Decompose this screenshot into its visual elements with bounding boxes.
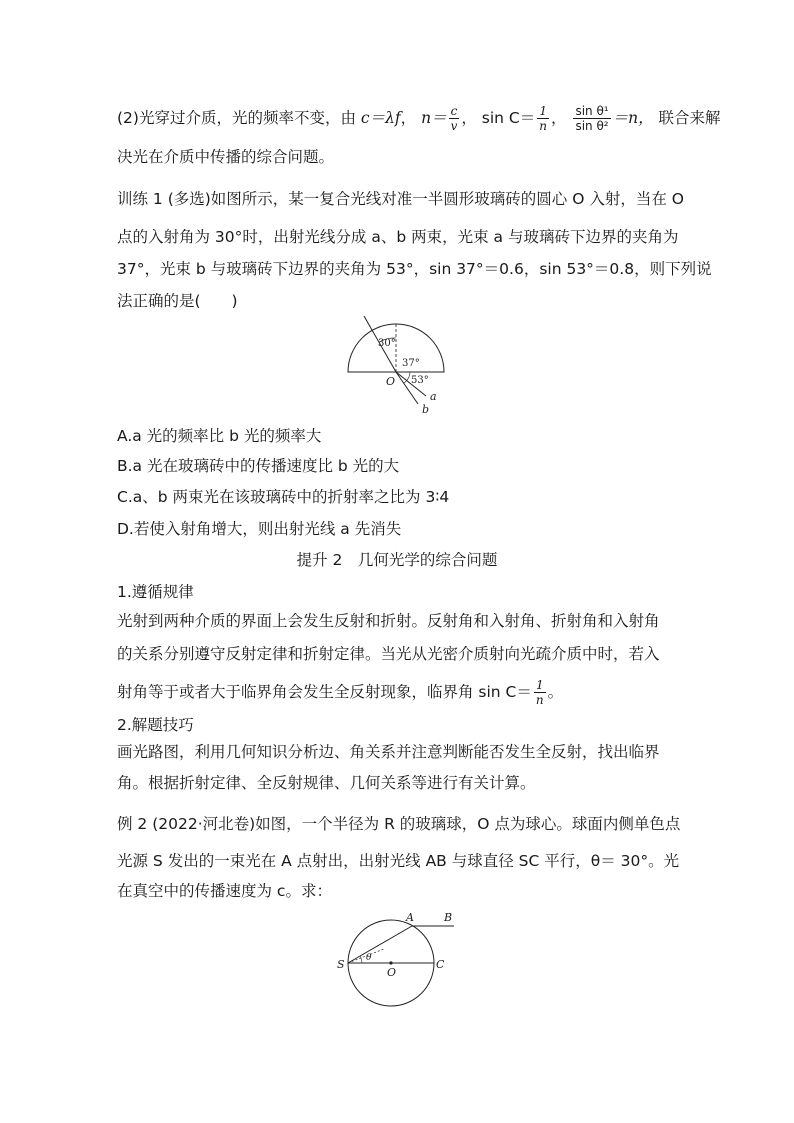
subheading-techniques: 2.解题技巧: [117, 716, 194, 734]
option-d: D.若使入射角增大，则出射光线 a 先消失: [117, 520, 402, 538]
angle-30-label: 30°: [378, 338, 396, 349]
point-s-label: S: [337, 958, 345, 971]
intro-line-1: (2)光穿过介质，光的频率不变，由 c＝λf， n＝ $\frac{c}{v}$ ， sin C＝ $\frac{1}{n}$ ， $\frac{\text{sin θ¹}}{\text{sin θ²}}$ ＝n， 联合来解: [117, 104, 721, 133]
techniques-line-2: 角。根据折射定律、全反射规律、几何关系等进行有关计算。: [117, 774, 536, 792]
fraction-sin-theta: [573, 104, 610, 133]
fraction-critical-angle: [534, 678, 546, 707]
theta-arc: [360, 956, 362, 963]
fraction-denominator: v: [450, 119, 458, 133]
ray-sa: [348, 926, 412, 963]
intro-text-a: (2)光穿过介质，光的频率不变，由: [117, 109, 356, 127]
point-o-label: O: [386, 375, 396, 388]
fraction-c-over-v: [449, 104, 460, 133]
theta-label: θ: [366, 953, 372, 963]
fraction-numerator: sin θ¹: [575, 104, 609, 118]
point-b-label: B: [444, 911, 453, 924]
fraction-denominator: sin θ²: [575, 119, 609, 133]
rules-end: 。: [547, 683, 564, 701]
formula-c-lambda-f: c＝λf: [360, 109, 401, 127]
intro-text-b: 联合来解: [658, 109, 721, 127]
intro-line-2: 决光在介质中传播的综合问题。: [117, 148, 335, 166]
exercise-line-3: 37°，光束 b 与玻璃砖下边界的夹角为 53°，sin 37°＝0.6，sin 53°＝0.8，则下列说: [117, 260, 712, 278]
example-line-2: 光源 S 发出的一束光在 A 点射出，出射光线 AB 与球直径 SC 平行，θ＝ 30°。光: [117, 852, 680, 870]
option-c: C.a、b 两束光在该玻璃砖中的折射率之比为 3∶4: [117, 488, 450, 506]
center-dot: [389, 961, 392, 964]
formula-n-prefix: n＝: [421, 109, 447, 127]
exercise-line-4: 法正确的是( ): [117, 292, 238, 310]
formula-equals-n: ＝n，: [612, 109, 654, 127]
rules-line-2: 的关系分别遵守反射定律和折射定律。当光从光密介质射向光疏介质中时，若入: [117, 645, 660, 663]
point-o-label: O: [387, 966, 397, 979]
techniques-line-1: 画光路图，利用几何知识分析边、角关系并注意判断能否发生全反射，找出临界: [117, 743, 660, 761]
option-b: B.a 光在玻璃砖中的传播速度比 b 光的大: [117, 457, 400, 475]
semicircle-glass-figure: [340, 312, 452, 420]
fraction-denominator: n: [539, 119, 547, 133]
option-a: A.a 光的频率比 b 光的频率大: [117, 427, 322, 445]
example-line-1: 例 2 (2022·河北卷)如图，一个半径为 R 的玻璃球，O 点为球心。球面内侧单色点: [117, 815, 681, 833]
ray-b-label: b: [422, 403, 430, 416]
point-a-label: A: [406, 911, 414, 924]
fraction-numerator: 1: [537, 104, 549, 119]
exercise-line-2: 点的入射角为 30°时，出射光线分成 a、b 两束，光束 a 与玻璃砖下边界的夹角为: [117, 228, 679, 246]
formula-sin-c-prefix: sin C＝: [481, 109, 536, 127]
ray-a-label: a: [430, 390, 437, 403]
angle-53-label: 53°: [411, 375, 429, 386]
section-title: 提升 2 几何光学的综合问题: [296, 551, 498, 569]
rules-line-3: [117, 678, 563, 707]
rules-text: 射角等于或者大于临界角会发生全反射现象，临界角 sin C＝: [117, 683, 532, 701]
fraction-denominator: n: [535, 693, 544, 707]
fraction-numerator: 1: [534, 678, 546, 693]
rules-line-1: 光射到两种介质的界面上会发生反射和折射。反射角和入射角、折射角和入射角: [117, 612, 660, 630]
subheading-rules: 1.遵循规律: [117, 583, 194, 601]
example-line-3: 在真空中的传播速度为 c。求：: [117, 882, 332, 900]
exercise-line-1: 训练 1 (多选)如图所示，某一复合光线对准一半圆形玻璃砖的圆心 O 入射，当在 O: [117, 190, 684, 208]
fraction-1-over-n: [537, 104, 549, 133]
fraction-numerator: c: [449, 104, 460, 119]
point-c-label: C: [436, 958, 445, 971]
angle-37-label: 37°: [402, 358, 420, 369]
glass-sphere-figure: [334, 908, 464, 1008]
